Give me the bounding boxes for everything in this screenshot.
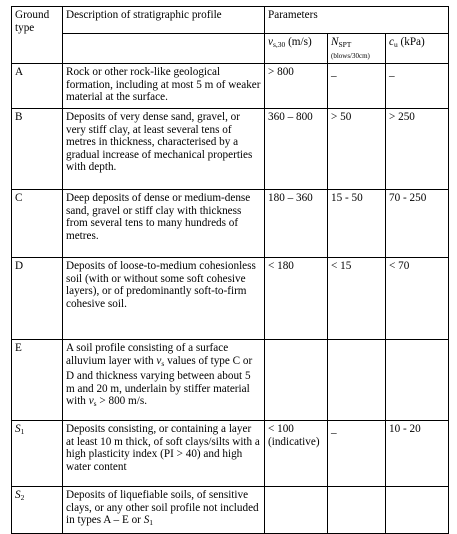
nspt-cell <box>328 340 386 421</box>
cu-cell <box>386 340 449 421</box>
table-row <box>12 421 449 487</box>
nspt-cell: < 15 <box>328 258 386 340</box>
ground-types-table <box>11 6 449 534</box>
cu-cell: < 70 <box>386 258 449 340</box>
ground-type-cell: A <box>12 64 63 109</box>
description-subheader-empty <box>63 34 265 64</box>
subheader-row <box>12 34 449 64</box>
description-cell: Deep deposits of dense or medium-dense sand, gravel or stiff clay with thickness from several tens to many hundreds of metres. <box>63 190 265 258</box>
ground-type-cell: $S_2$ <box>12 487 63 534</box>
nspt-cell: 15 - 50 <box>328 190 386 258</box>
cu-cell: 70 - 250 <box>386 190 449 258</box>
nspt-cell <box>328 487 386 534</box>
vs30-header: $v_{s,30}$ (m/s) <box>265 34 328 64</box>
description-cell: Rock or other rock-like geological formation, including at most 5 m of weaker material at the surface. <box>63 64 265 109</box>
cu-cell: 10 - 20 <box>386 421 449 487</box>
ground-type-cell: E <box>12 340 63 421</box>
vs30-cell <box>265 487 328 534</box>
description-cell: Deposits of loose-to-medium cohesionless soil (with or without some soft cohesive layers), or of predominantly soft-to-firm cohesive soil. <box>63 258 265 340</box>
ground-type-cell: B <box>12 109 63 190</box>
vs30-cell: > 800 <box>265 64 328 109</box>
cu-cell <box>386 487 449 534</box>
description-header: Description of stratigraphic profile <box>63 7 265 34</box>
vs30-cell <box>265 340 328 421</box>
header-row <box>12 7 449 34</box>
vs30-cell: < 180 <box>265 258 328 340</box>
description-cell: A soil profile consisting of a surface alluvium layer with $v_s$ values of type C or D and thickness varying between about 5 m and 20 m, underlain by stiffer material with $v_s > 800$ m/s. <box>63 340 265 421</box>
ground-type-cell: D <box>12 258 63 340</box>
ground-type-header: Ground type <box>12 7 63 64</box>
cu-cell: _ <box>386 64 449 109</box>
table-row <box>12 487 449 534</box>
table-row <box>12 258 449 340</box>
ground-type-cell: C <box>12 190 63 258</box>
table-row <box>12 340 449 421</box>
vs30-cell: 180 – 360 <box>265 190 328 258</box>
vs30-cell: < 100 (indicative) <box>265 421 328 487</box>
nspt-cell: _ <box>328 64 386 109</box>
description-cell: Deposits of very dense sand, gravel, or very stiff clay, at least several tens of metres in thickness, characterised by a gradual increase of mechanical properties with depth. <box>63 109 265 190</box>
description-cell: Deposits of liquefiable soils, of sensitive clays, or any other soil profile not included in types A – E or $S_1$ <box>63 487 265 534</box>
ground-type-cell: $S_1$ <box>12 421 63 487</box>
cu-header: $c_u$ (kPa) <box>386 34 449 64</box>
nspt-cell: > 50 <box>328 109 386 190</box>
vs30-cell: 360 – 800 <box>265 109 328 190</box>
table-row <box>12 64 449 109</box>
description-cell: Deposits consisting, or containing a layer at least 10 m thick, of soft clays/silts with a high plasticity index (PI > 40) and high water content <box>63 421 265 487</box>
nspt-header: $N_{SPT}$ (blows/30cm) <box>328 34 386 64</box>
parameters-header: Parameters <box>265 7 449 34</box>
cu-cell: > 250 <box>386 109 449 190</box>
table-row <box>12 109 449 190</box>
nspt-cell: _ <box>328 421 386 487</box>
table-row <box>12 190 449 258</box>
